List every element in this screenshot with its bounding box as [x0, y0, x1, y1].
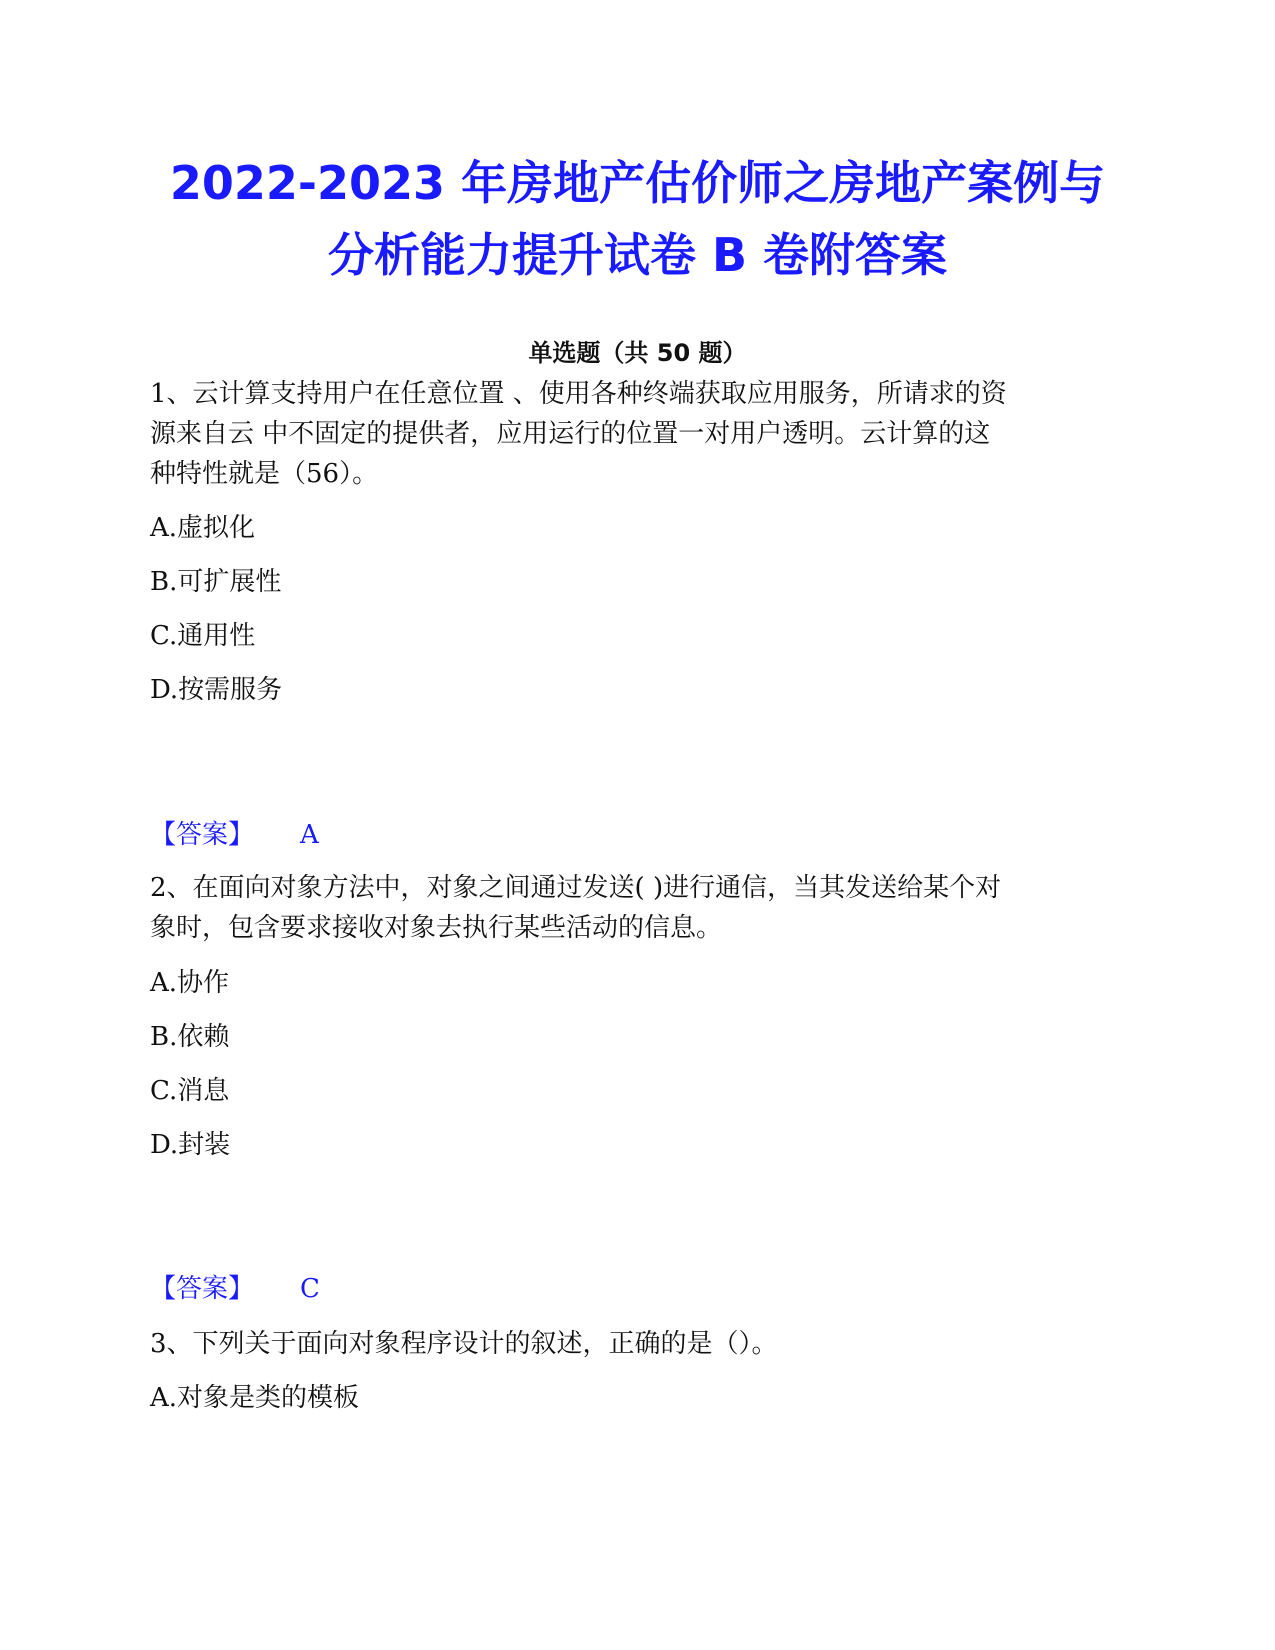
answer-label: 【答案】: [150, 820, 255, 850]
question-1-line-2: 源来自云 中不固定的提供者，应用运行的位置一对用户透明。云计算的这: [150, 419, 991, 449]
question-1-option-a: A.虚拟化: [150, 513, 256, 543]
question-2-option-a: A.协作: [150, 968, 230, 998]
question-3-option-a: A.对象是类的模板: [150, 1383, 360, 1413]
question-1-text: [150, 374, 1120, 494]
title-line-1: 2022-2023 年房地产估价师之房地产案例与: [169, 156, 1106, 210]
question-2-option-c: C.消息: [150, 1076, 230, 1106]
question-2-answer: [150, 1269, 320, 1309]
question-1-option-c: C.通用性: [150, 621, 256, 651]
question-2-option-d: D.封装: [150, 1130, 231, 1160]
question-2-line-1: 2、在面向对象方法中，对象之间通过发送( )进行通信，当其发送给某个对: [150, 873, 1002, 903]
question-1-option-b: B.可扩展性: [150, 567, 282, 597]
answer-label: 【答案】: [150, 1274, 255, 1304]
title-line-2: 分析能力提升试卷 B 卷附答案: [327, 228, 948, 282]
document-title: [100, 147, 1175, 291]
answer-value: C: [300, 1274, 320, 1304]
question-3-text: [150, 1324, 1120, 1364]
question-2-line-2: 象时，包含要求接收对象去执行某些活动的信息。: [150, 913, 723, 943]
question-2-option-b: B.依赖: [150, 1022, 230, 1052]
question-3-line-1: 3、下列关于面向对象程序设计的叙述，正确的是（）。: [150, 1329, 778, 1359]
answer-value: A: [300, 820, 319, 850]
question-1-line-1: 1、云计算支持用户在任意位置 、使用各种终端获取应用服务，所请求的资: [150, 379, 1007, 409]
question-1-answer: [150, 815, 319, 855]
question-1-line-3: 种特性就是（56）。: [150, 459, 379, 489]
question-2-text: [150, 868, 1120, 948]
section-heading: 单选题（共 50 题）: [528, 339, 747, 367]
question-1-option-d: D.按需服务: [150, 675, 283, 705]
